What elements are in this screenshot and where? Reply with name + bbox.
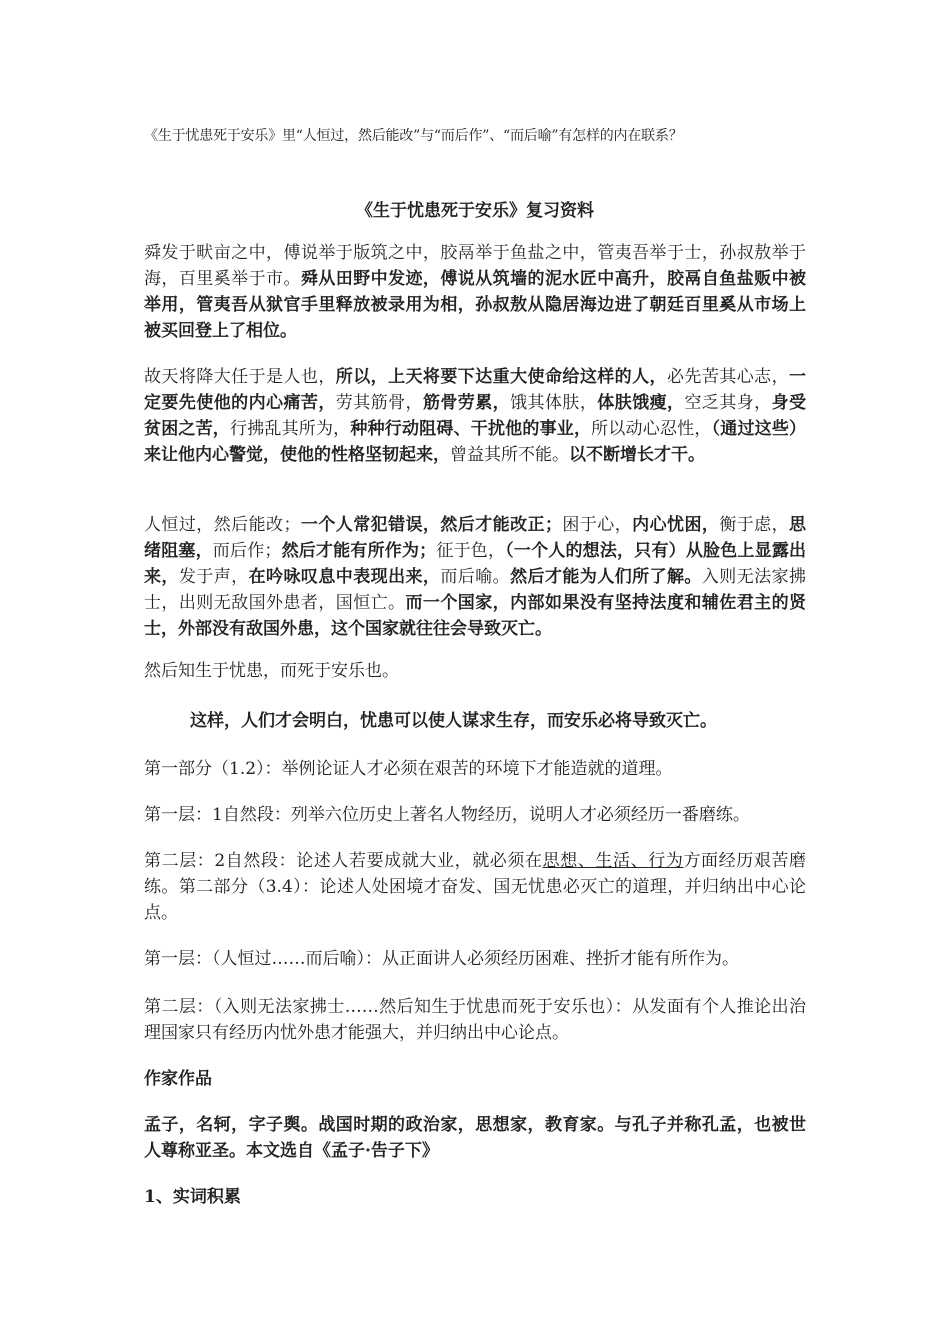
classical-text: 人恒过，然后能改； — [144, 515, 301, 535]
translation-text: 筋骨劳累， — [422, 393, 511, 413]
translation-text: 舜从田野中发迹，傅说从筑墙的泥水匠中高升，胶鬲自鱼盐贩中被举用，管夷吾从狱官手里释放被录用为相，孙叔敖从隐居海边进了朝廷百里奚从市场上被买回登上了相位。 — [144, 269, 807, 341]
translation-text: 身受贫困之苦， — [144, 393, 807, 439]
document-title: 《生于忧患死于安乐》复习资料 — [356, 201, 594, 221]
classical-text: 而后喻。 — [440, 567, 511, 587]
translation-text: 以不断增长才干。 — [569, 445, 705, 465]
text-run: 、 — [577, 851, 596, 871]
translation-text: 内心忧困， — [632, 515, 720, 535]
translation-text: 种种行动阻碍、干扰他的事业， — [350, 419, 592, 439]
text-run: 第二层：2自然段：论述人若要成就大业，就必须在 — [144, 851, 543, 871]
paragraph-8 — [144, 848, 806, 926]
paragraph-4: 然后知生于忧患，而死于安乐也。 — [144, 661, 399, 681]
classical-text: 入则无法家拂士，出则无敌国外患者，国恒亡。 — [144, 567, 807, 613]
classical-text: 空乏其身， — [684, 393, 772, 413]
classical-text: 行拂乱其所为， — [230, 419, 351, 439]
classical-text: 舜发于畎亩之中，傅说举于版筑之中，胶鬲举于鱼盐之中，管夷吾举于士，孙叔敖举于海，百里奚举于市。 — [144, 243, 806, 289]
paragraph-9: 第一层：（人恒过……而后喻）：从正面讲人必须经历困难、挫折才能有所作为。 — [144, 949, 739, 969]
translation-text: （一个人的想法，只有）从脸色上显露出来， — [144, 541, 807, 587]
classical-text: 而后作； — [212, 541, 282, 561]
paragraph-10: 第二层：（入则无法家拂士……然后知生于忧患而死于安乐也）：从发面有个人推论出治理国家只有经历内忧外患才能强大，并归纳出中心论点。 — [144, 997, 806, 1043]
question-line: 《生于忧患死于安乐》里“人恒过，然后能改”与“而后作”、“而后喻”有怎样的内在联系？ — [144, 128, 683, 144]
paragraph-author: 孟子，名轲，字子舆。战国时期的政治家，思想家，教育家。与孔子并称孔孟，也被世人尊称亚圣。本文选自《孟子·告子下》 — [144, 1115, 806, 1161]
text-run: 方面经历艰苦磨练。第二部分（3.4）：论述人处困境才奋发、国无忧患必灭亡的道理，并归纳出中心论点。 — [144, 851, 807, 923]
translation-text: 一个人常犯错误，然后才能改正； — [300, 515, 562, 535]
classical-text: 发于声， — [178, 567, 249, 587]
translation-text: 然后才能有所作为； — [281, 541, 437, 561]
paragraph-3 — [144, 512, 806, 642]
paragraph-1 — [144, 240, 806, 344]
text-run: 、 — [630, 851, 649, 871]
underlined-term: 思想 — [542, 851, 578, 871]
classical-text: 所以动心忍性， — [591, 419, 712, 439]
translation-text: 体肤饿瘦， — [597, 393, 685, 413]
translation-text: 一定要先使他的内心痛苦， — [144, 367, 807, 413]
classical-text: 必先苦其心志， — [666, 367, 790, 387]
translation-text: （通过这些）来让他内心警觉，使他的性格坚韧起来， — [144, 419, 807, 465]
translation-text: 而一个国家，内部如果没有坚持法度和辅佐君主的贤士，外部没有敌国外患，这个国家就往往会导致灭亡。 — [144, 593, 807, 639]
section-heading-author: 作家作品 — [144, 1069, 212, 1089]
section-heading-vocab: 1、实词积累 — [144, 1187, 241, 1207]
paragraph-7: 第一层：1自然段：列举六位历史上著名人物经历，说明人才必须经历一番磨练。 — [144, 805, 750, 825]
classical-text: 饿其体肤， — [510, 393, 598, 413]
classical-text: 劳其筋骨， — [335, 393, 423, 413]
classical-text: 征于色， — [436, 541, 506, 561]
paragraph-2 — [144, 364, 806, 468]
classical-text: 故天将降大任于是人也， — [144, 367, 336, 387]
translation-text: 所以，上天将要下达重大使命给这样的人， — [335, 367, 667, 387]
classical-text: 困于心， — [561, 515, 633, 535]
classical-text: 衡于虑， — [719, 515, 790, 535]
underlined-term: 行为 — [648, 851, 684, 871]
translation-text: 思绪阻塞， — [144, 515, 807, 561]
paragraph-6: 第一部分（1.2）：举例论证人才必须在艰苦的环境下才能造就的道理。 — [144, 759, 673, 779]
paragraph-5: 这样，人们才会明白，忧患可以使人谋求生存，而安乐必将导致灭亡。 — [190, 711, 717, 731]
underlined-term: 生活 — [595, 851, 631, 871]
classical-text: 曾益其所不能。 — [450, 445, 569, 465]
translation-text: 在吟咏叹息中表现出来， — [248, 567, 441, 587]
translation-text: 然后才能为人们所了解。 — [510, 567, 702, 587]
